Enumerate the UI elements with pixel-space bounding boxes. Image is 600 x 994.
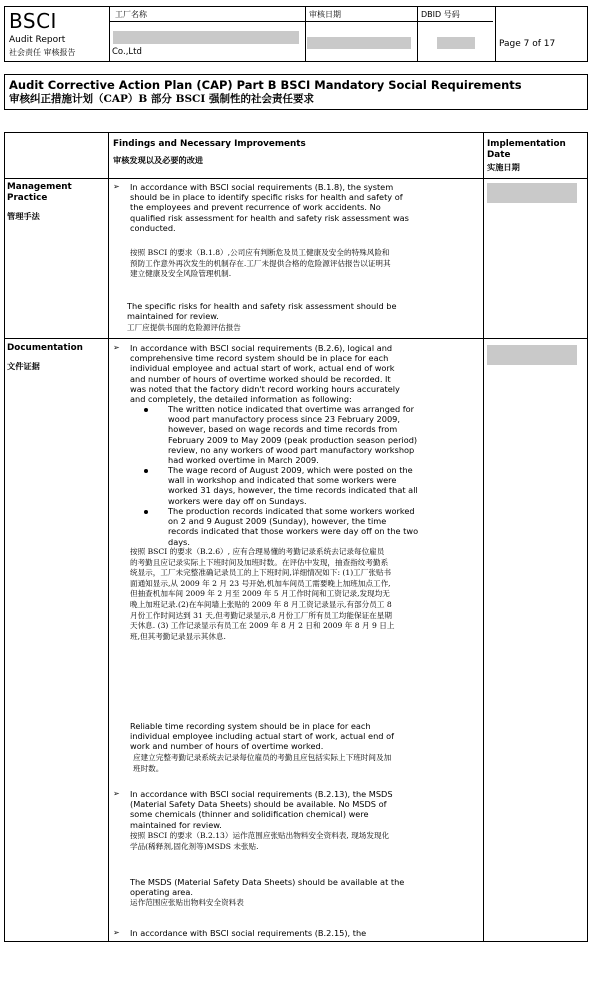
area-label-cn: 文件证据: [7, 361, 40, 371]
redacted-factory-name: [113, 31, 299, 44]
finding-paragraph-cn: 按照 BSCI 的要求（B.2.6）, 应有合理易懂的考勤记录系统去记录每位雇员 的考勤且应记录实际上下班时间及加班时数。在评估中发现，抽查指纹考勤系 统显示，工厂未完整准确记录员工的上下班时间,详细情况如下: (1)工厂张贴书 面通知显示,从 2009 年 2 月 23 号开始,机加车间员工需要晚上加班加点工作, 但抽查机加车间 2009 年 2 月至 2009 年 5 月工作时间和工资记录,发现均无 晚上加班记录.(2)在车间墙上张贴的 2009 年 8 月工资记录显示,有部分员工 8 月份工作时间达到 31 天,但考勤记录显示,8 月份工厂所有员工均能保证在星期 天休息. (3) 工作记录显示有员工在 2009 年 8 月 2 日和 2009 年 8 月 9 日上 班,但其考勤记录显示其休息.: [130, 547, 395, 641]
header-divider: [495, 7, 496, 61]
dot-bullet-icon: [144, 408, 148, 412]
improvement-paragraph-cn: 运作范围应张贴出物料安全资料表: [130, 898, 244, 907]
area-label: Documentation: [7, 343, 83, 353]
col-header-impl: Implementation: [487, 139, 566, 149]
arrow-bullet-icon: ➢: [113, 928, 120, 937]
report-header: [4, 6, 588, 62]
area-label: Practice: [7, 193, 48, 203]
audit-date-label: 审核日期: [309, 10, 341, 19]
col-header-findings-cn: 审核发现以及必要的改进: [113, 155, 204, 165]
finding-paragraph-cn: 按照 BSCI 的要求（B.2.13）运作范围应张贴出物料安全资料表, 现场发现化 学品(稀释剂,固化剂等)MSDS 未张贴.: [130, 831, 390, 851]
improvement-paragraph-cn: 工厂应提供书面的危险源评估报告: [127, 323, 241, 332]
sub-finding: The production records indicated that some workers worked on 2 and 9 August 2009 (Sunday), however, the time records indicated that those workers were day off on the two days.: [168, 506, 419, 547]
improvement-paragraph: Reliable time recording system should be in place for each individual employee including actual start of work, actual end of work and number of hours of overtime worked.: [130, 721, 394, 752]
finding-paragraph: In accordance with BSCI social requirements (B.2.15), the: [130, 928, 367, 938]
header-divider: [109, 7, 110, 61]
section-title-cn: 审核纠正措施计划（CAP）B 部分 BSCI 强制性的社会责任要求: [9, 93, 314, 105]
cap-table: [4, 132, 588, 942]
table-divider: [483, 133, 484, 941]
area-label-cn: 管理手法: [7, 211, 40, 221]
header-divider: [417, 7, 418, 61]
factory-name-suffix: Co.,Ltd: [112, 47, 142, 57]
redacted-implementation-date: [487, 183, 577, 203]
page-number: Page 7 of 17: [499, 39, 556, 49]
sub-finding: The wage record of August 2009, which were posted on the wall in workshop and indicated that some workers were worked 31 days, however, the time records indicated that all workers were day off on Sundays.: [168, 465, 418, 506]
arrow-bullet-icon: ➢: [113, 182, 120, 191]
col-header-impl-cn: 实施日期: [487, 162, 520, 172]
arrow-bullet-icon: ➢: [113, 789, 120, 798]
table-divider: [108, 133, 109, 941]
finding-paragraph: In accordance with BSCI social requirements (B.2.6), logical and comprehensive time record system should be in place for each individual employee and actual start of work, actual end of work and number of hours of overtime worked should be recorded. It was noted that the factory didn't record working hours accurately and completely, the detailed information as following:: [130, 343, 400, 405]
report-title: Audit Report: [9, 35, 66, 45]
brand-logo: BSCI: [9, 9, 57, 33]
col-header-impl-date: Date: [487, 150, 511, 160]
improvement-paragraph: The MSDS (Material Safety Data Sheets) should be available at the operating area.: [130, 877, 405, 898]
finding-paragraph: In accordance with BSCI social requirements (B.2.13), the MSDS (Material Safety Data Sheets) should be available. No MSDS of some chemicals (thinner and solidification chemical) were maintained for review.: [130, 789, 393, 830]
sub-finding: The written notice indicated that overtime was arranged for wood part manufactory process since 23 February 2009, however, based on wage records and time records from February 2009 to May 2009 (peak production season period) review, no any workers of wood part manufactory workshop had worked overtime in March 2009.: [168, 404, 418, 466]
redacted-implementation-date: [487, 345, 577, 365]
factory-name-label: 工厂名称: [115, 10, 147, 19]
dot-bullet-icon: [144, 510, 148, 514]
area-label: Management: [7, 182, 72, 192]
header-divider: [305, 7, 306, 61]
redacted-audit-date: [307, 37, 411, 49]
section-title: [4, 74, 588, 110]
table-divider: [5, 178, 587, 179]
section-title-en: Audit Corrective Action Plan (CAP) Part B BSCI Mandatory Social Requirements: [9, 78, 522, 92]
col-header-findings: Findings and Necessary Improvements: [113, 139, 306, 149]
improvement-paragraph-cn: 应建立完整考勤记录系统去记录每位雇员的考勤且应包括实际上下班时间及加 班时数。: [133, 753, 392, 773]
redacted-dbid: [437, 37, 475, 49]
dbid-label: DBID 号码: [421, 10, 460, 19]
finding-paragraph-cn: 按照 BSCI 的要求（B.1.8）,公司应有判断危及员工健康及安全的特殊风险和 预防工作意外再次发生的机制存在.工厂未提供合格的危险源评估报告以证明其 建立健康及安全风险管理机制.: [130, 248, 391, 279]
finding-paragraph: In accordance with BSCI social requirements (B.1.8), the system should be in place to identify specific risks for health and safety of the employees and prevent recurrence of work accidents. No qualified risk assessment for health and safety risk assessment was conducted.: [130, 182, 409, 233]
arrow-bullet-icon: ➢: [113, 343, 120, 352]
header-divider: [109, 21, 493, 22]
table-divider: [5, 338, 587, 339]
improvement-paragraph: The specific risks for health and safety risk assessment should be maintained for review.: [127, 301, 397, 322]
report-subtitle: 社会责任 审核报告: [9, 48, 76, 57]
dot-bullet-icon: [144, 469, 148, 473]
